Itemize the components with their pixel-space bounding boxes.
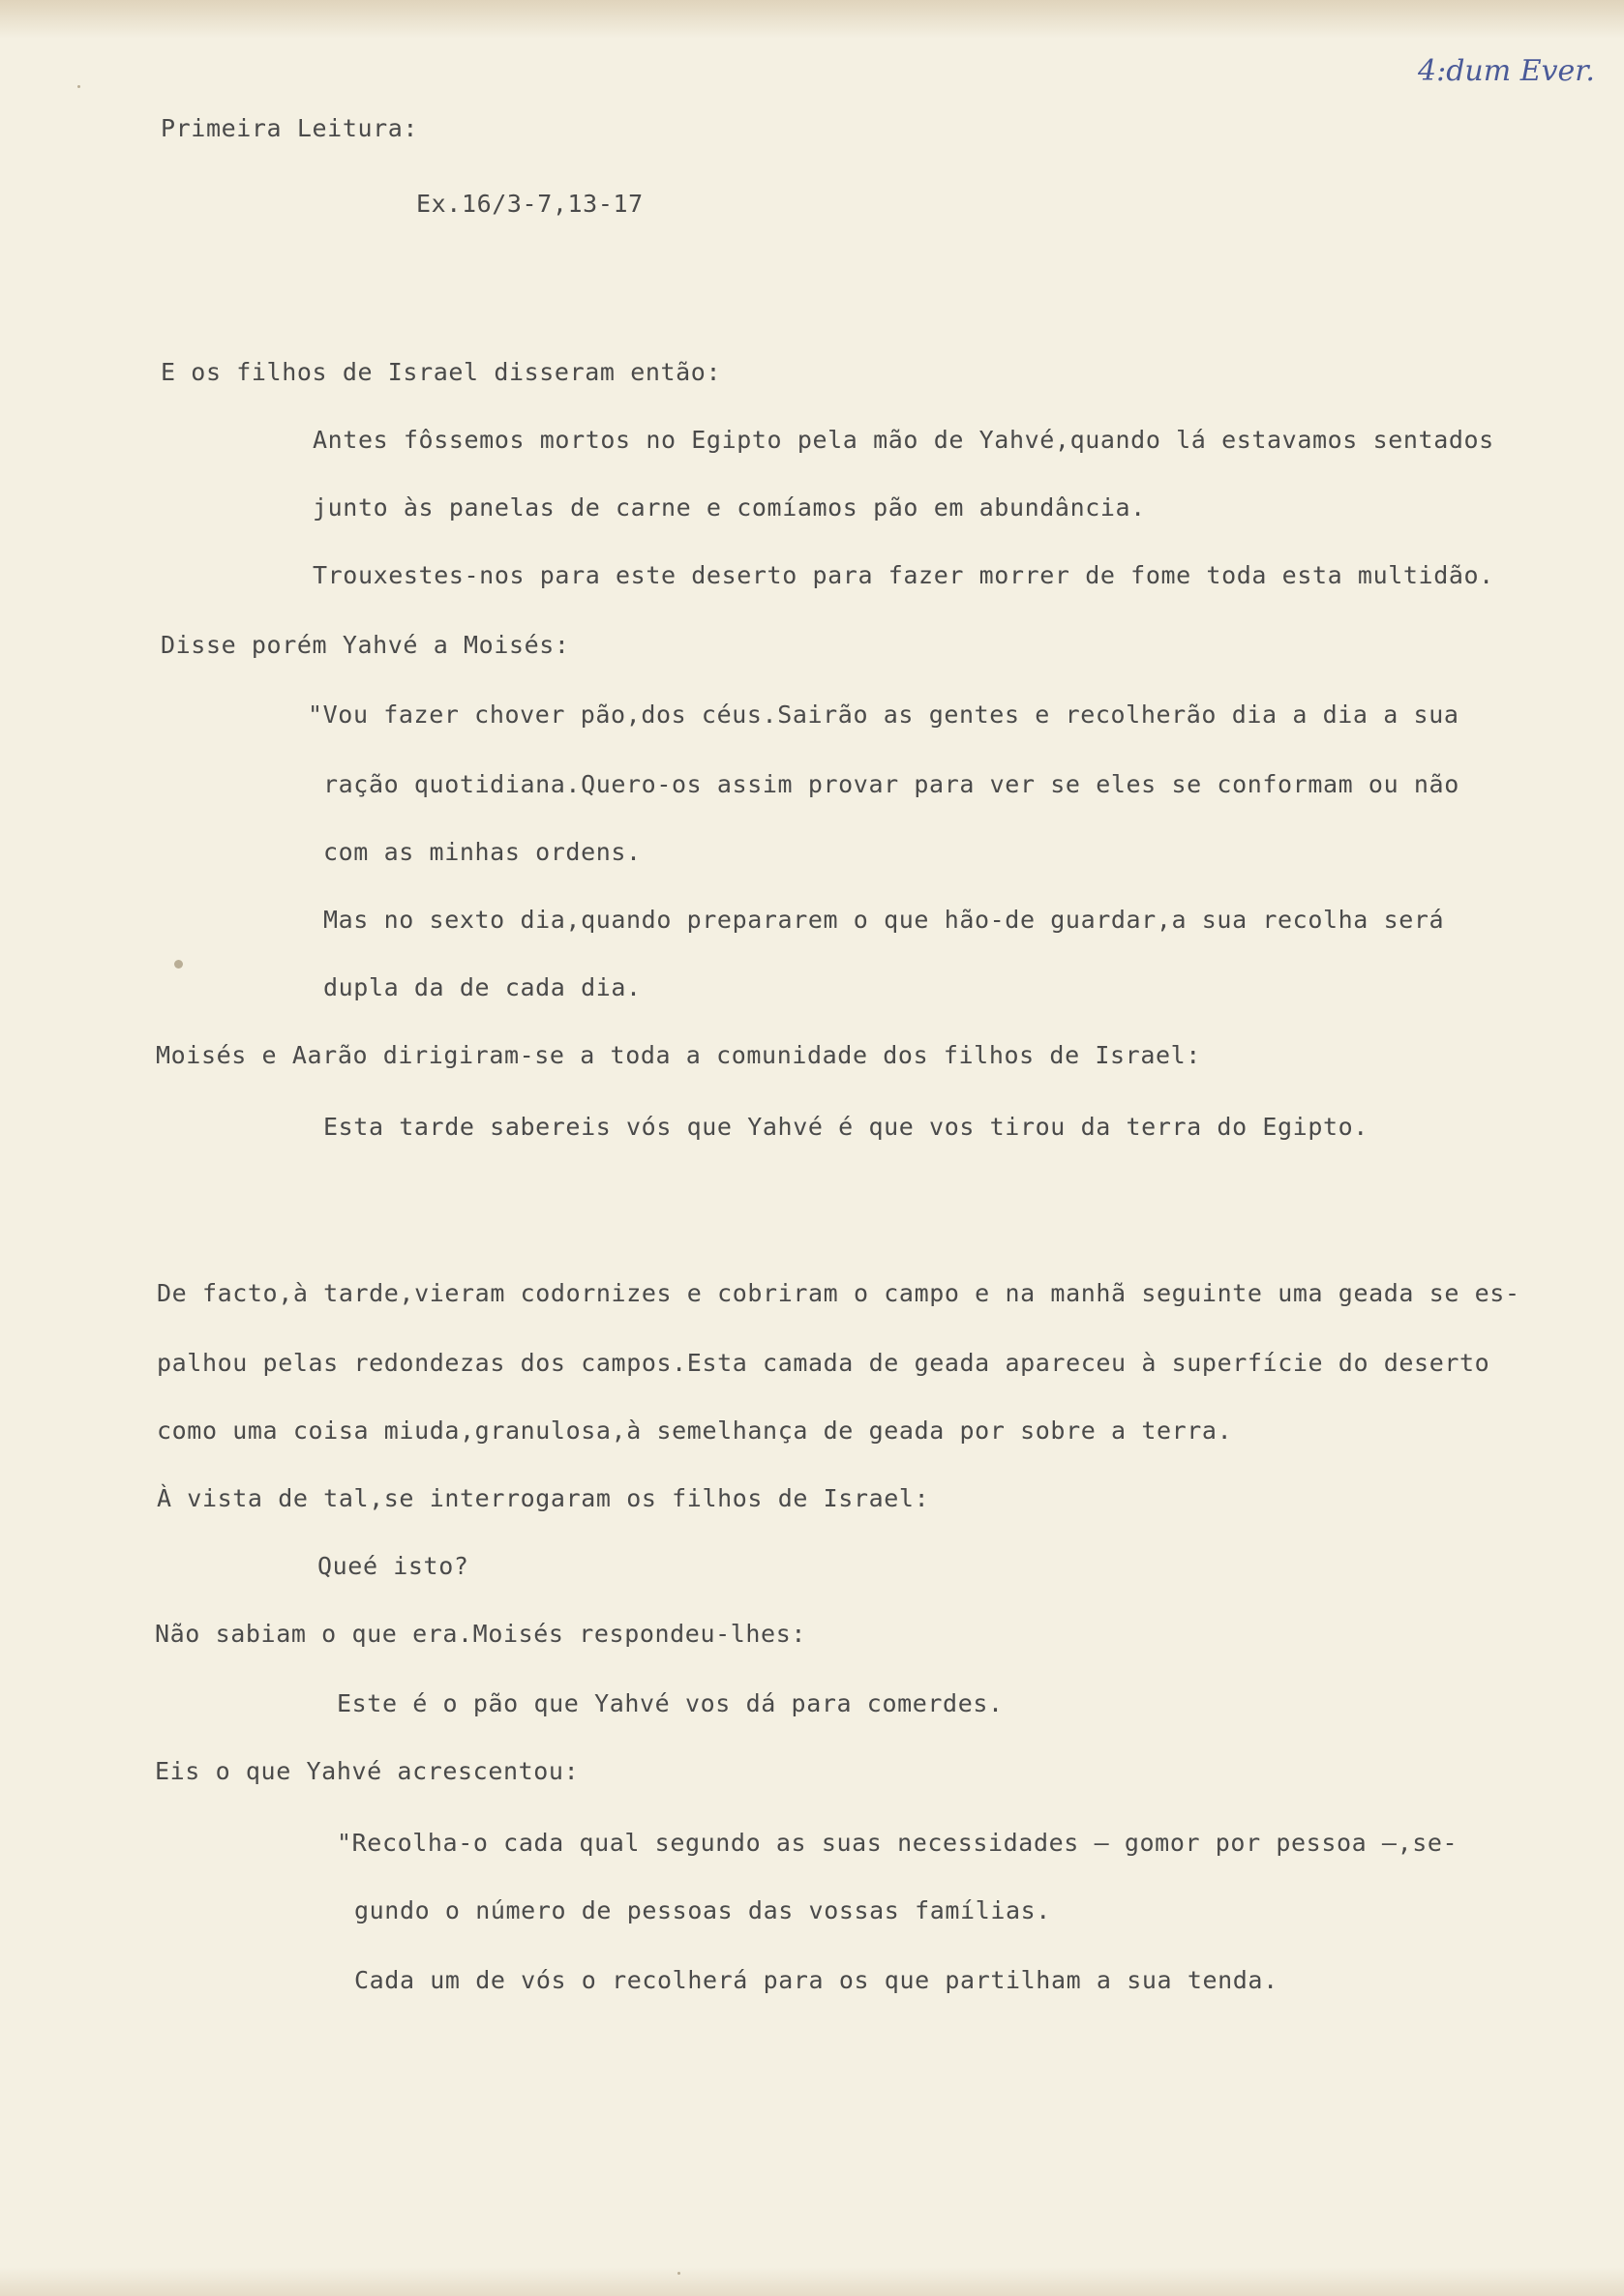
text-line: Disse porém Yahvé a Moisés: (161, 631, 570, 659)
text-line: gundo o número de pessoas das vossas famílias. (354, 1896, 1051, 1924)
text-line: dupla da de cada dia. (323, 973, 642, 1001)
text-line: palhou pelas redondezas dos campos.Esta camada de geada apareceu à superfície do deserto (157, 1349, 1490, 1377)
text-line: Este é o pão que Yahvé vos dá para comerdes. (337, 1689, 1004, 1717)
scripture-reference: Ex.16/3-7,13-17 (416, 190, 644, 218)
text-line: De facto,à tarde,vieram codornizes e cobriram o campo e na manhã seguinte uma geada se es- (157, 1279, 1520, 1307)
text-line: "Vou fazer chover pão,dos céus.Sairão as gentes e recolherão dia a dia a sua (308, 701, 1459, 729)
page-bottom-edge (0, 2267, 1624, 2296)
text-line: ração quotidiana.Quero-os assim provar para ver se eles se conformam ou não (323, 770, 1459, 798)
page-top-edge (0, 0, 1624, 39)
text-line: Eis o que Yahvé acrescentou: (155, 1757, 580, 1785)
handwritten-note: 4:dum Ever. (1418, 54, 1595, 88)
text-line: como uma coisa miuda,granulosa,à semelhança de geada por sobre a terra. (157, 1416, 1233, 1445)
paper-speck (77, 85, 80, 88)
text-line: junto às panelas de carne e comíamos pão em abundância. (313, 493, 1146, 522)
text-line: Esta tarde sabereis vós que Yahvé é que vos tirou da terra do Egipto. (323, 1113, 1368, 1141)
text-line: Queé isto? (317, 1552, 469, 1580)
section-title: Primeira Leitura: (161, 114, 419, 142)
text-line: Moisés e Aarão dirigiram-se a toda a comunidade dos filhos de Israel: (156, 1041, 1201, 1069)
text-line: "Recolha-o cada qual segundo as suas necessidades — gomor por pessoa —,se- (337, 1829, 1459, 1857)
text-line: E os filhos de Israel disseram então: (161, 358, 722, 386)
text-line: Cada um de vós o recolherá para os que partilham a sua tenda. (354, 1966, 1278, 1994)
text-line: Trouxestes-nos para este deserto para fazer morrer de fome toda esta multidão. (313, 561, 1494, 589)
text-line: Não sabiam o que era.Moisés respondeu-lhes: (155, 1620, 807, 1648)
text-line: Mas no sexto dia,quando prepararem o que hão-de guardar,a sua recolha será (323, 906, 1445, 934)
text-line: com as minhas ordens. (323, 838, 642, 866)
paper-speck (174, 960, 183, 969)
text-line: Antes fôssemos mortos no Egipto pela mão de Yahvé,quando lá estavamos sentados (313, 426, 1494, 454)
text-line: À vista de tal,se interrogaram os filhos de Israel: (157, 1484, 930, 1512)
paper-speck (677, 2272, 680, 2275)
